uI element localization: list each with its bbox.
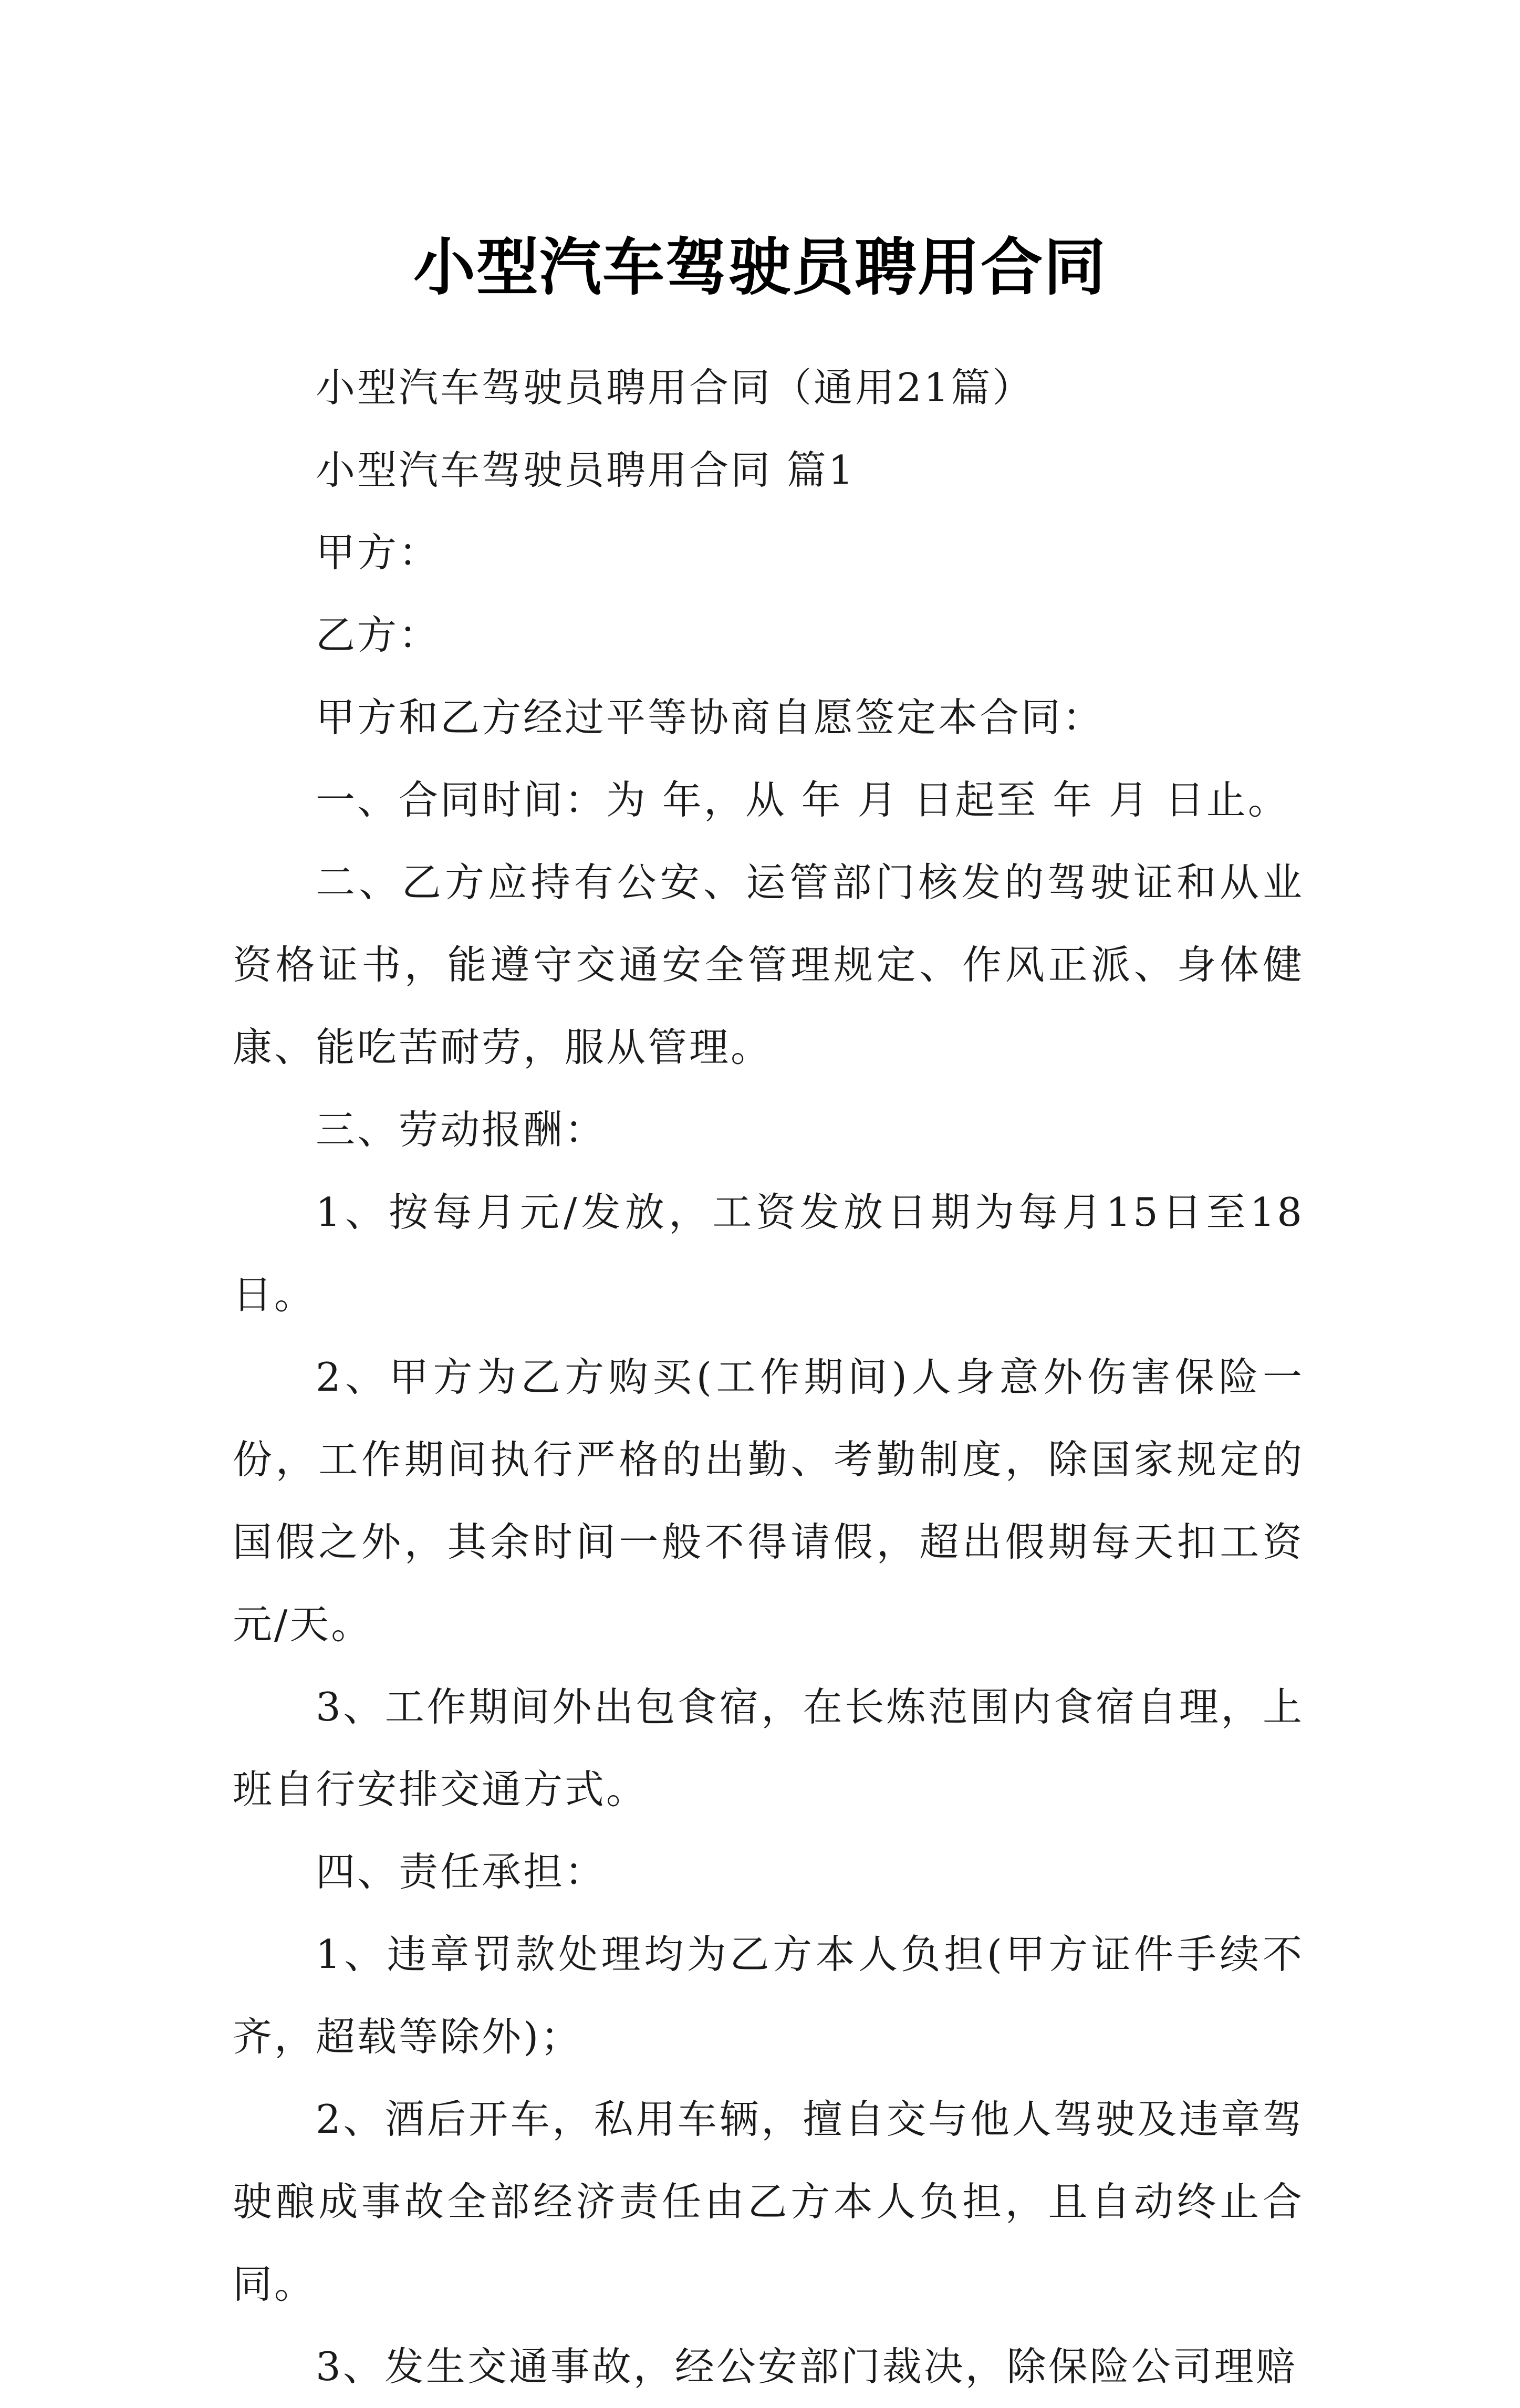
- paragraph-clause-3-item-2: 2、甲方为乙方购买(工作期间)人身意外伤害保险一份，工作期间执行严格的出勤、考勤制度，除国家规定的国假之外，其余时间一般不得请假，超出假期每天扣工资元/天。: [233, 1354, 1304, 1648]
- paragraph-clause-4-item-1: 1、违章罚款处理均为乙方本人负担(甲方证件手续不齐，超载等除外)；: [233, 1931, 1304, 2060]
- document-title: 小型汽车驾驶员聘用合同: [413, 231, 1107, 304]
- paragraph-clause-3-item-1: 1、按每月元/发放，工资发放日期为每月15日至18日。: [233, 1189, 1304, 1318]
- paragraph-clause-4-item-2: 2、酒后开车，私用车辆，擅自交与他人驾驶及违章驾驶酿成事故全部经济责任由乙方本人负担，且自动终止合同。: [233, 2096, 1304, 2307]
- paragraph-party-b: 乙方：: [316, 612, 441, 658]
- paragraph-clause-2: 二、乙方应持有公安、运管部门核发的驾驶证和从业资格证书，能遵守交通安全管理规定、作风正派、身体健康、能吃苦耐劳，服从管理。: [233, 859, 1304, 1070]
- paragraph-subtitle: 小型汽车驾驶员聘用合同（通用21篇）: [316, 364, 1034, 411]
- paragraph-intro: 甲方和乙方经过平等协商自愿签定本合同：: [316, 694, 1105, 741]
- paragraph-clause-4-item-3: 3、发生交通事故，经公安部门裁决，除保险公司理赔: [316, 2343, 1297, 2390]
- paragraph-section-heading: 小型汽车驾驶员聘用合同 篇1: [316, 447, 856, 493]
- document-body: [233, 347, 1304, 2408]
- paragraph-party-a: 甲方：: [316, 529, 441, 576]
- paragraph-clause-4-heading: 四、责任承担：: [316, 1849, 607, 1895]
- paragraph-clause-3-heading: 三、劳动报酬：: [316, 1107, 607, 1153]
- paragraph-clause-1: 一、合同时间：为 年，从 年 月 日起至 年 月 日止。: [316, 777, 1289, 823]
- paragraph-clause-3-item-3: 3、工作期间外出包食宿，在长炼范围内食宿自理，上班自行安排交通方式。: [233, 1684, 1304, 1812]
